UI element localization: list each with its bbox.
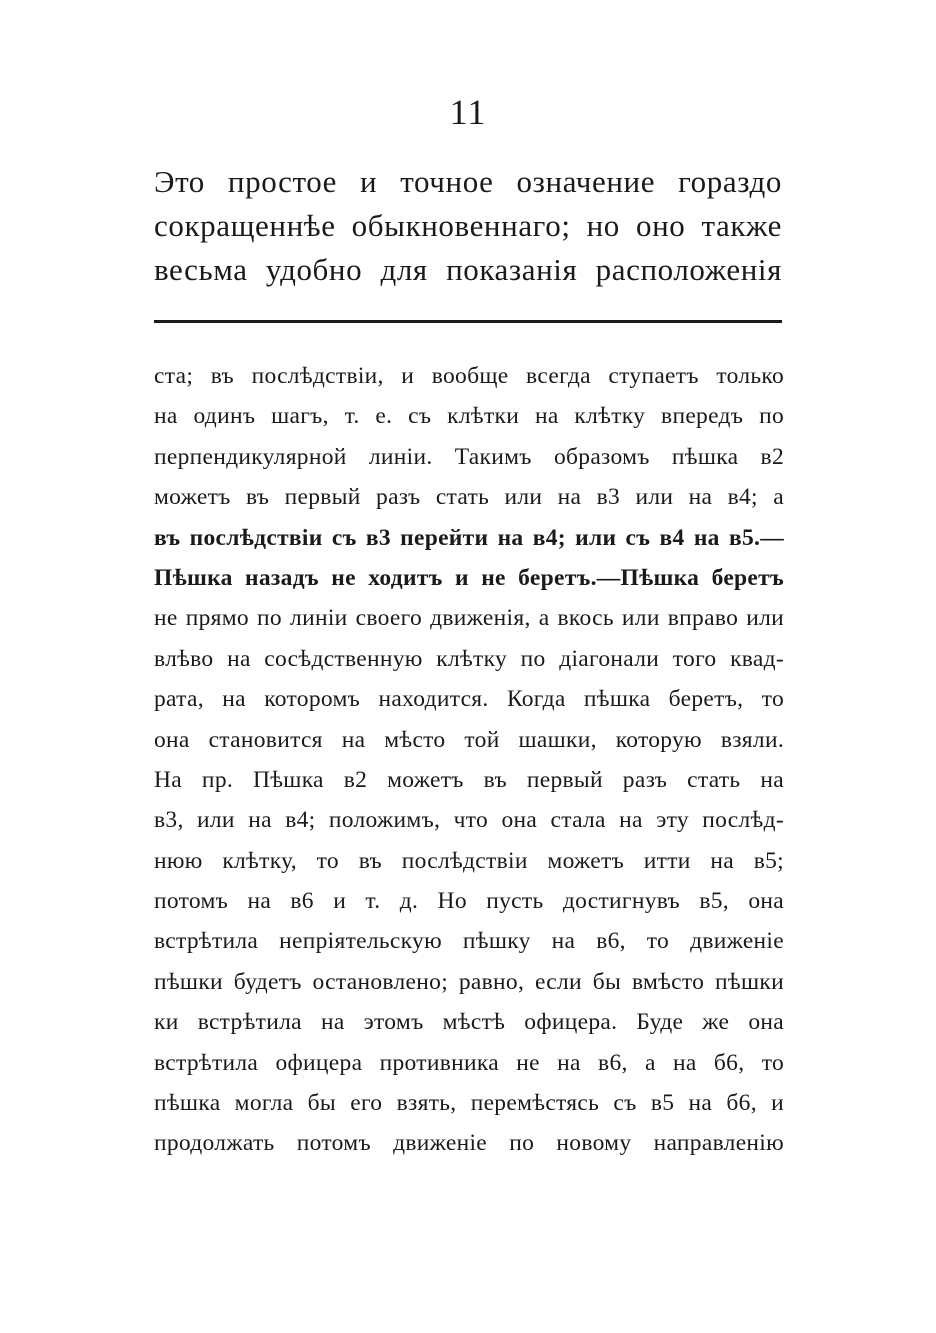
separator-rule [154, 320, 782, 323]
footnote-line: влѣво на сосѣдственную клѣтку по діагонали того квад- [154, 645, 784, 672]
footnote-line: Пѣшка назадъ не ходитъ и не беретъ.—Пѣшка беретъ [154, 564, 784, 591]
footnote-line: перпендикулярной линіи. Такимъ образомъ пѣшка в2 [154, 443, 784, 470]
footnote-line: рата, на которомъ находится. Когда пѣшка беретъ, то [154, 686, 784, 713]
footnote-line: можетъ въ первый разъ стать или на в3 или на в4; а [154, 484, 784, 511]
footnote-line: продолжать потомъ движеніе по новому направленію [154, 1130, 784, 1157]
footnote-line: пѣшка могла бы его взять, перемѣстясь съ в5 на б6, и [154, 1090, 784, 1117]
footnote-line: На пр. Пѣшка в2 можетъ въ первый разъ стать на [154, 766, 784, 793]
footnote-line: нюю клѣтку, то въ послѣдствіи можетъ итти на в5; [154, 847, 784, 874]
footnote-line: ки встрѣтила на этомъ мѣстѣ офицера. Буде же она [154, 1009, 784, 1036]
page-number: 11 [449, 92, 487, 132]
main-text-line: Это простое и точное означение гораздо [154, 164, 782, 199]
footnote-line: въ послѣдствіи съ в3 перейти на в4; или съ в4 на в5.— [154, 524, 784, 551]
footnote-line: в3, или на в4; положимъ, что она стала на эту послѣд- [154, 807, 784, 834]
main-text-line: сокращеннѣе обыкновеннаго; но оно также [154, 208, 782, 243]
footnote-line: она становится на мѣсто той шашки, которую взяли. [154, 726, 784, 753]
footnote-line: встрѣтила офицера противника не на в6, а на б6, то [154, 1049, 784, 1076]
footnote-line: потомъ на в6 и т. д. Но пусть достигнувъ в5, она [154, 888, 784, 915]
main-text-line: весьма удобно для показанія расположенія [154, 252, 782, 287]
footnote-line: встрѣтила непріятельскую пѣшку на в6, то движеніе [154, 928, 784, 955]
footnote-line: пѣшки будетъ остановлено; равно, если бы вмѣсто пѣшки [154, 968, 784, 995]
footnote-line: на одинъ шагъ, т. е. съ клѣтки на клѣтку впередъ по [154, 403, 784, 430]
main-text-block [154, 160, 782, 292]
footnote-text-block [154, 356, 784, 1164]
footnote-line: не прямо по линіи своего движенія, а вкось или вправо или [154, 605, 784, 632]
footnote-line: ста; въ послѣдствіи, и вообще всегда ступаетъ только [154, 363, 784, 389]
